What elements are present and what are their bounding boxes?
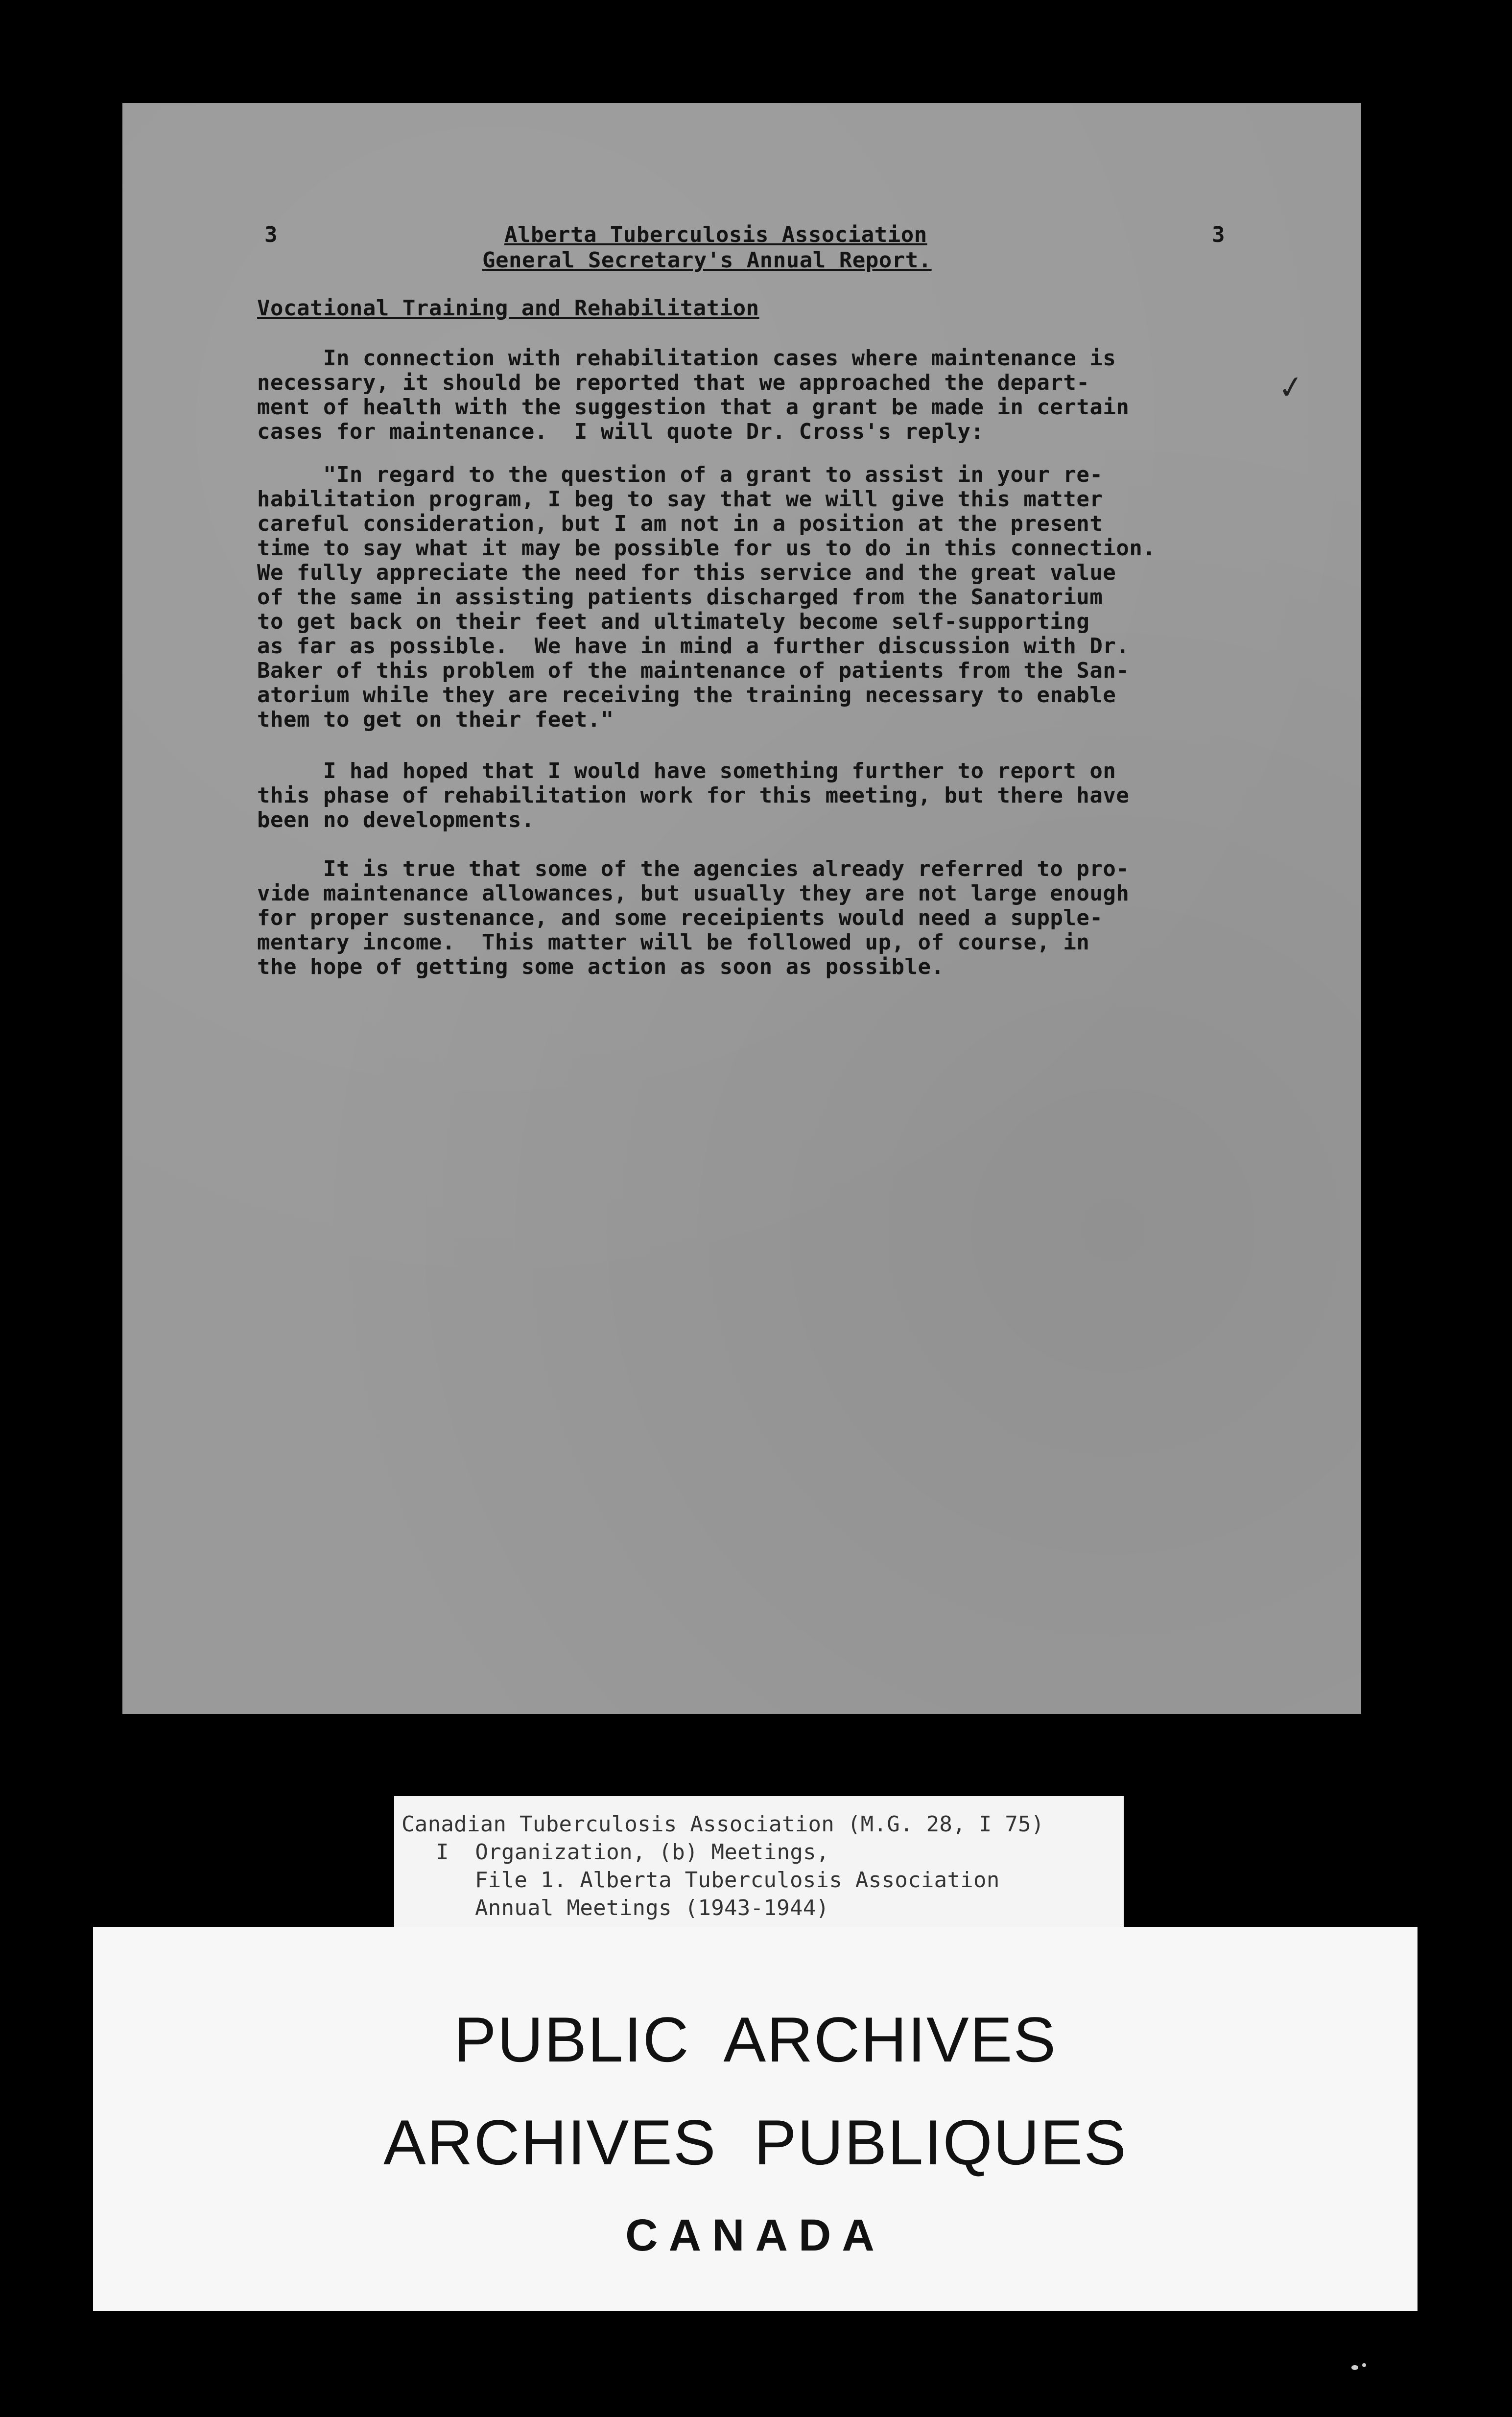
page-number-right: 3 [1212, 222, 1225, 247]
paragraph-intro: In connection with rehabilitation cases where maintenance is necessary, it should be reported that we approached the depart- ment of health with the suggestion that a grant be made in certain cases for maintenance. I will quote Dr. Cross's reply: [257, 346, 1130, 444]
citation-fonds-line: Canadian Tuberculosis Association (M.G. 28, I 75) [402, 1812, 1044, 1837]
handwritten-check-mark: ✓ [1276, 368, 1307, 408]
film-dust-speck [1351, 2365, 1358, 2370]
citation-file-title-line: Annual Meetings (1943-1944) [475, 1896, 829, 1920]
paragraph-maintenance-allowances: It is true that some of the agencies already referred to pro- vide maintenance allowances, but usually they are not large enough for proper sustenance, and some receipients would need a supple- mentary income. This matter will be followed up, of course, in the hope of getting some action as soon as possible. [257, 856, 1130, 979]
document-header-report-title: General Secretary's Annual Report. [482, 248, 932, 273]
public-archives-label [93, 1927, 1418, 2311]
archives-label-french: ARCHIVES PUBLIQUES [383, 2107, 1127, 2178]
citation-file-line: File 1. Alberta Tuberculosis Association [475, 1868, 1000, 1893]
quoted-reply-paragraph: "In regard to the question of a grant to assist in your re- habilitation program, I beg to say that we will give this matter careful consideration, but I am not in a position at the present time to say what it may be possible for us to do in this connection. We fully appreciate the need for this service and the great value of the same in assisting patients discharged from the Sanatorium to get back on their feet and ultimately become self-supporting as far as possible. We have in mind a further discussion with Dr. Baker of this problem of the maintenance of patients from the San- atorium while they are receiving the training necessary to enable them to get on their feet." [257, 462, 1156, 732]
archives-label-country: CANADA [625, 2210, 885, 2260]
citation-series-line: I Organization, (b) Meetings, [436, 1840, 829, 1865]
film-dust-speck [1362, 2363, 1366, 2367]
typed-document-page [122, 103, 1361, 1714]
archival-citation-slip [394, 1796, 1124, 1927]
section-heading: Vocational Training and Rehabilitation [257, 296, 759, 321]
archives-label-english: PUBLIC ARCHIVES [453, 2004, 1057, 2075]
document-header-organization: Alberta Tuberculosis Association [504, 222, 927, 247]
page-number-left: 3 [264, 222, 278, 247]
paragraph-no-developments: I had hoped that I would have something further to report on this phase of rehabilitation work for this meeting, but there have been no developments. [257, 758, 1130, 832]
